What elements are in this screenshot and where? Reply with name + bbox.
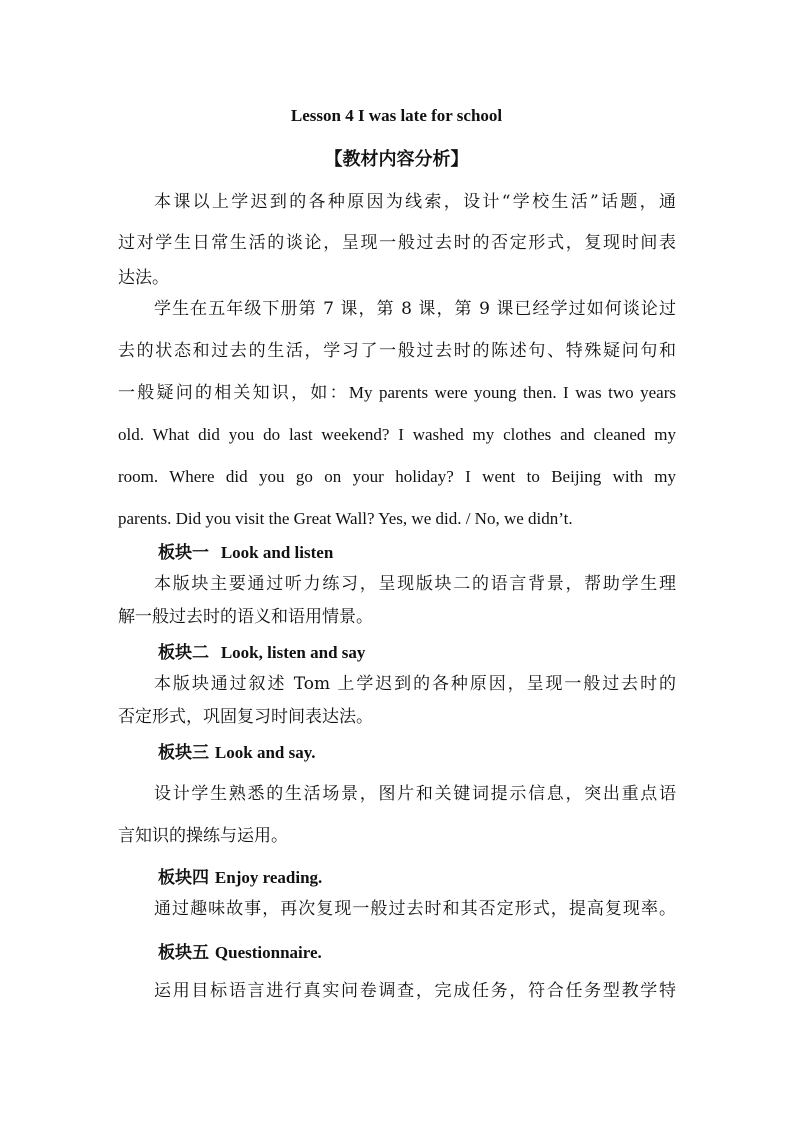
intro-line-1: 本课以上学迟到的各种原因为线索，设计“学校生活”话题，通	[154, 192, 676, 212]
prior-line-2: 去的状态和过去的生活，学习了一般过去时的陈述句、特殊疑问句和	[118, 341, 676, 361]
section-4-line-1: 通过趣味故事，再次复现一般过去时和其否定形式，提高复现率。	[154, 899, 676, 919]
section-3-body	[118, 773, 676, 857]
prior-line-6: parents. Did you visit the Great Wall? Yes, we did. / No, we didn’t.	[118, 509, 573, 528]
section-1-label: 板块一	[158, 543, 209, 563]
section-2-body	[118, 668, 676, 734]
section-3-line-1: 设计学生熟悉的生活场景，图片和关键词提示信息，突出重点语	[154, 784, 676, 804]
section-3-label: 板块三	[158, 743, 209, 763]
section-5-heading	[158, 938, 322, 963]
section-1-body	[118, 568, 676, 634]
section-4-label: 板块四	[158, 868, 209, 888]
section-5-body	[118, 975, 676, 1008]
intro-line-3: 达法。	[118, 268, 169, 288]
section-4-body	[118, 893, 676, 926]
lesson-title: Lesson 4 I was late for school	[290, 106, 503, 125]
prior-line-1: 学生在五年级下册第 7 课，第 8 课，第 9 课已经学过如何谈论过	[154, 299, 676, 319]
prior-line-4: old. What did you do last weekend? I washed my clothes and cleaned my	[118, 425, 676, 444]
section-3-line-2: 言知识的操练与运用。	[118, 826, 288, 846]
section-1-name: Look and listen	[220, 543, 334, 562]
section-3-name: Look and say.	[214, 743, 316, 762]
section-5-label: 板块五	[158, 943, 209, 963]
section-5-name: Questionnaire.	[214, 943, 322, 962]
section-2-label: 板块二	[158, 643, 209, 663]
section-5-line-1: 运用目标语言进行真实问卷调查，完成任务，符合任务型教学特	[154, 981, 676, 1001]
prior-line-5: room. Where did you go on your holiday? I went to Beijing with my	[118, 467, 676, 486]
section-4-name: Enjoy reading.	[214, 868, 323, 887]
prior-line-3: 一般疑问的相关知识，如：My parents were young then. I was two years	[118, 383, 676, 402]
section-1-line-2: 解一般过去时的语义和语用情景。	[118, 607, 373, 627]
section-1-heading	[158, 538, 333, 563]
section-3-heading	[158, 738, 316, 763]
prior-knowledge-paragraph	[118, 288, 676, 540]
section-heading: 【教材内容分析】	[324, 149, 469, 170]
section-1-line-1: 本版块主要通过听力练习，呈现版块二的语言背景，帮助学生理	[154, 574, 676, 594]
section-2-name: Look, listen and say	[220, 643, 366, 662]
intro-paragraph	[118, 182, 676, 292]
section-2-line-2: 否定形式，巩固复习时间表达法。	[118, 707, 373, 727]
section-4-heading	[158, 863, 322, 888]
section-2-line-1: 本版块通过叙述 Tom 上学迟到的各种原因，呈现一般过去时的	[154, 674, 676, 694]
intro-line-2: 过对学生日常生活的谈论，呈现一般过去时的否定形式，复现时间表	[118, 233, 676, 253]
section-2-heading	[158, 638, 365, 663]
